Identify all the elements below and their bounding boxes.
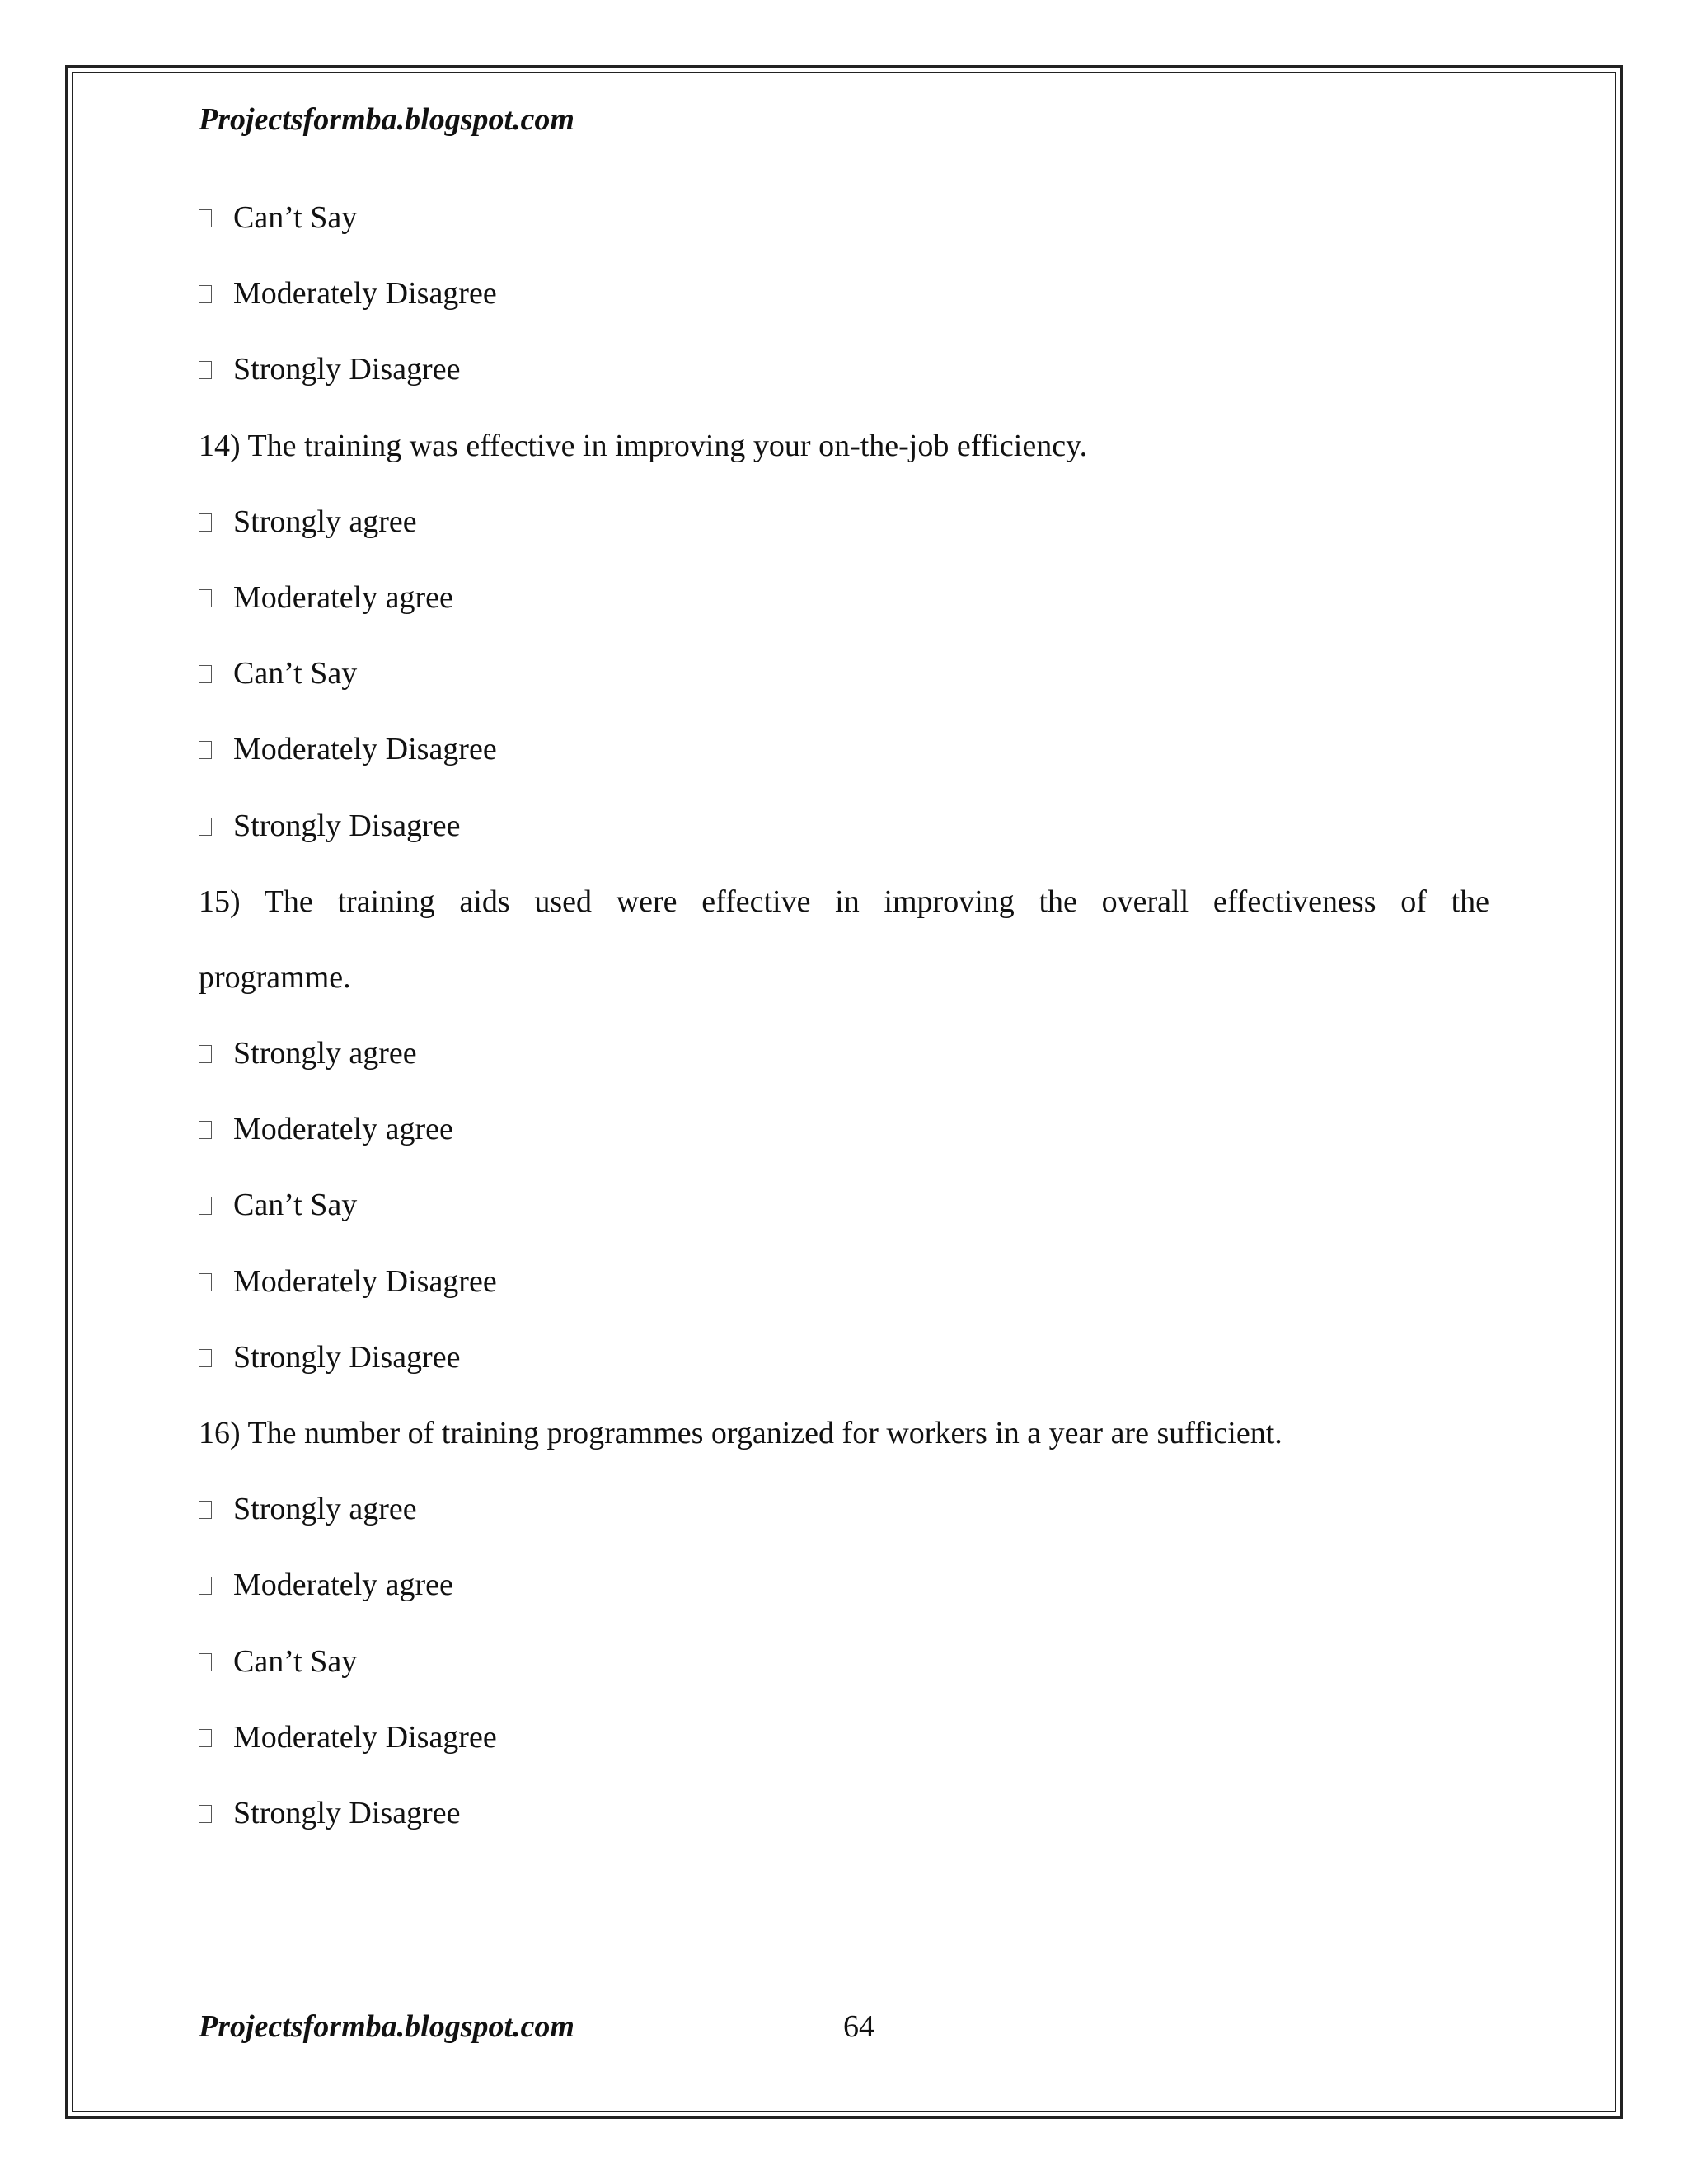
checkbox-icon[interactable] <box>199 1273 212 1291</box>
option-label: Strongly agree <box>233 504 417 539</box>
question-15-line-1: 15) The training aids used were effective in improving the overall effectiveness of the <box>199 883 1489 919</box>
q14-option-cant-say[interactable] <box>199 649 1489 724</box>
q14-option-moderately-agree[interactable] <box>199 573 1489 649</box>
option-label: Moderately agree <box>233 579 453 615</box>
q13-option-strongly-disagree[interactable] <box>199 344 1489 420</box>
option-label: Can’t Say <box>233 1643 358 1679</box>
checkbox-icon[interactable] <box>199 1805 212 1823</box>
checkbox-icon[interactable] <box>199 741 212 759</box>
option-label: Strongly Disagree <box>233 808 461 843</box>
q15-option-strongly-agree[interactable] <box>199 1029 1489 1104</box>
q16-option-moderately-disagree[interactable] <box>199 1713 1489 1788</box>
q15-option-strongly-disagree[interactable] <box>199 1333 1489 1408</box>
q15-option-moderately-agree[interactable] <box>199 1104 1489 1180</box>
q13-option-cant-say[interactable] <box>199 193 1489 269</box>
checkbox-icon[interactable] <box>199 1729 212 1747</box>
q16-option-strongly-disagree[interactable] <box>199 1788 1489 1864</box>
checkbox-icon[interactable] <box>199 1653 212 1671</box>
checkbox-icon[interactable] <box>199 1349 212 1367</box>
option-label: Moderately Disagree <box>233 276 497 312</box>
page-footer <box>199 2004 1489 2049</box>
option-label: Moderately Disagree <box>233 732 497 767</box>
option-label: Strongly agree <box>233 1036 417 1071</box>
q14-option-strongly-disagree[interactable] <box>199 801 1489 877</box>
question-15-line-2: programme. <box>199 959 351 995</box>
q16-option-cant-say[interactable] <box>199 1637 1489 1713</box>
checkbox-icon[interactable] <box>199 589 212 607</box>
checkbox-icon[interactable] <box>199 1121 212 1139</box>
option-label: Strongly agree <box>233 1492 417 1527</box>
questionnaire-content <box>199 193 1489 1864</box>
checkbox-icon[interactable] <box>199 209 212 227</box>
checkbox-icon[interactable] <box>199 361 212 379</box>
option-label: Moderately Disagree <box>233 1719 497 1755</box>
q15-option-moderately-disagree[interactable] <box>199 1257 1489 1333</box>
option-label: Strongly Disagree <box>233 1339 461 1375</box>
page-number: 64 <box>843 2009 874 2044</box>
checkbox-icon[interactable] <box>199 285 212 303</box>
checkbox-icon[interactable] <box>199 1577 212 1595</box>
checkbox-icon[interactable] <box>199 1197 212 1215</box>
option-label: Moderately Disagree <box>233 1263 497 1299</box>
footer-site-name: Projectsformba.blogspot.com <box>199 2009 574 2044</box>
checkbox-icon[interactable] <box>199 513 212 532</box>
checkbox-icon[interactable] <box>199 818 212 836</box>
q15-option-cant-say[interactable] <box>199 1180 1489 1256</box>
option-label: Can’t Say <box>233 1188 358 1223</box>
q14-option-strongly-agree[interactable] <box>199 497 1489 573</box>
option-label: Strongly Disagree <box>233 352 461 387</box>
option-label: Moderately agree <box>233 1112 453 1147</box>
q16-option-moderately-agree[interactable] <box>199 1560 1489 1636</box>
q13-option-moderately-disagree[interactable] <box>199 269 1489 344</box>
option-label: Moderately agree <box>233 1568 453 1603</box>
option-label: Strongly Disagree <box>233 1795 461 1830</box>
q16-option-strongly-agree[interactable] <box>199 1484 1489 1560</box>
checkbox-icon[interactable] <box>199 665 212 683</box>
option-label: Can’t Say <box>233 200 358 235</box>
checkbox-icon[interactable] <box>199 1045 212 1063</box>
question-16: 16) The number of training programmes organized for workers in a year are sufficient. <box>199 1416 1282 1451</box>
checkbox-icon[interactable] <box>199 1501 212 1519</box>
question-14: 14) The training was effective in improving your on-the-job efficiency. <box>199 428 1088 463</box>
option-label: Can’t Say <box>233 656 358 691</box>
header-site-name: Projectsformba.blogspot.com <box>199 102 574 137</box>
q14-option-moderately-disagree[interactable] <box>199 724 1489 800</box>
